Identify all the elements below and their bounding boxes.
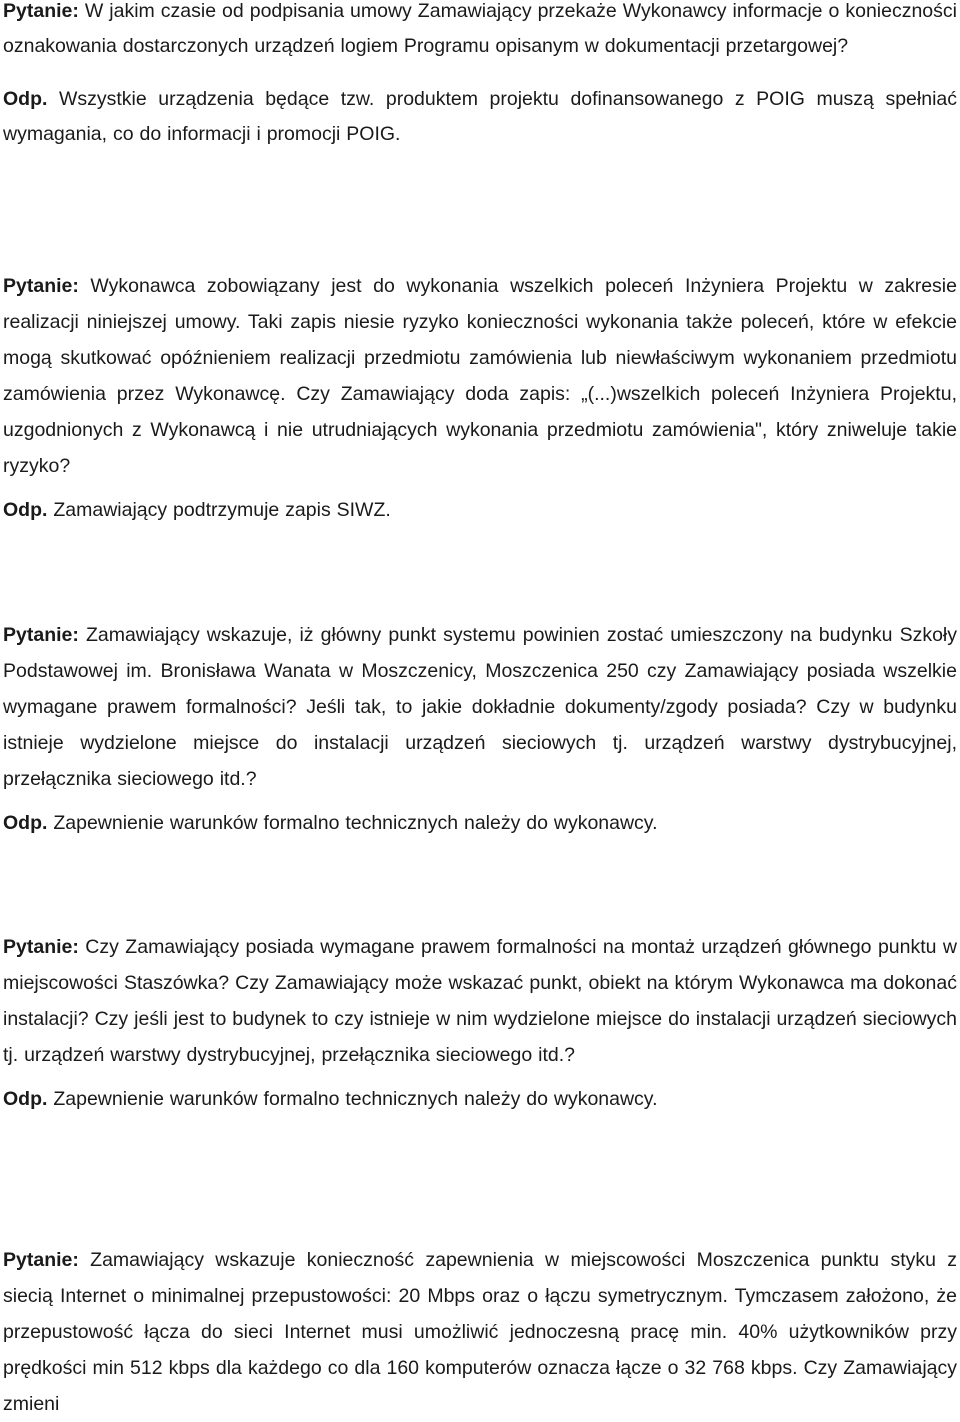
question-text: Zamawiający wskazuje, iż główny punkt systemu powinien zostać umieszczony na budynku Szkoły Podstawowej im. Bronisława Wanata w Moszczenicy, Moszczenica 250 czy Zamawiający posiada wszelkie wymagane prawem formalności? Jeśli tak, to jakie dokładnie dokumenty/zgody posiada? Czy w budynku istnieje wydzielone miejsce do instalacji urządzeń sieciowych tj. urządzeń warstwy dystrybucyjnej, przełącznika sieciowego itd.? <box>3 624 958 790</box>
answer-paragraph <box>3 1081 957 1117</box>
question-paragraph <box>3 1242 957 1422</box>
answer-label: Odp. <box>3 1088 48 1110</box>
answer-text: Zapewnienie warunków formalno technicznych należy do wykonawcy. <box>53 812 658 834</box>
answer-label: Odp. <box>3 812 48 834</box>
question-text: Czy Zamawiający posiada wymagane prawem formalności na montaż urządzeń głównego punktu w miejscowości Staszówka? Czy Zamawiający może wskazać punkt, obiekt na którym Wykonawca ma dokonać instalacji? Czy jeśli jest to budynek to czy istnieje w nim wydzielone miejsce do instalacji urządzeń sieciowych tj. urządzeń warstwy dystrybucyjnej, przełącznika sieciowego itd.? <box>3 936 958 1066</box>
question-label: Pytanie: <box>3 936 79 958</box>
question-paragraph <box>3 268 957 484</box>
answer-paragraph <box>3 805 957 841</box>
answer-label: Odp. <box>3 88 48 110</box>
qa-entry-4 <box>3 929 957 1117</box>
answer-label: Odp. <box>3 499 48 521</box>
answer-text: Wszystkie urządzenia będące tzw. produktem projektu dofinansowanego z POIG muszą spełniać wymagania, co do informacji i promocji POIG. <box>3 88 957 145</box>
question-paragraph <box>3 617 957 797</box>
answer-text: Zamawiający podtrzymuje zapis SIWZ. <box>53 499 391 521</box>
question-label: Pytanie: <box>3 624 79 646</box>
qa-entry-3 <box>3 617 957 841</box>
question-label: Pytanie: <box>3 1249 79 1271</box>
question-text: Wykonawca zobowiązany jest do wykonania wszelkich poleceń Inżyniera Projektu w zakresie realizacji niniejszej umowy. Taki zapis niesie ryzyko konieczności wykonania także poleceń, które w efekcie mogą skutkować opóźnieniem realizacji przedmiotu zamówienia lub niewłaściwym wykonaniem przedmiotu zamówienia przez Wykonawcę. Czy Zamawiający doda zapis: „(...)wszelkich poleceń Inżyniera Projektu, uzgodnionych z Wykonawcą i nie utrudniających wykonania przedmiotu zamówienia", który zniweluje takie ryzyko? <box>3 275 957 477</box>
qa-entry-5 <box>3 1242 957 1422</box>
question-text: W jakim czasie od podpisania umowy Zamawiający przekaże Wykonawcy informacje o konieczności oznakowania dostarczonych urządzeń logiem Programu opisanym w dokumentacji przetargowej? <box>3 0 957 57</box>
answer-text: Zapewnienie warunków formalno technicznych należy do wykonawcy. <box>53 1088 658 1110</box>
question-paragraph <box>3 0 957 64</box>
answer-paragraph <box>3 82 957 152</box>
answer-paragraph <box>3 492 957 528</box>
question-text: Zamawiający wskazuje konieczność zapewnienia w miejscowości Moszczenica punktu styku z siecią Internet o minimalnej przepustowości: 20 Mbps oraz o łączu symetrycznym. Tymczasem założono, że przepustowość łącza do sieci Internet musi umożliwić jednoczesną pracę min. 40% użytkowników przy prędkości min 512 kbps dla każdego co dla 160 komputerów oznacza łącze o 32 768 kbps. Czy Zamawiający zmieni <box>3 1249 958 1415</box>
qa-entry-1 <box>3 0 957 152</box>
question-label: Pytanie: <box>3 0 79 22</box>
question-label: Pytanie: <box>3 275 79 297</box>
qa-entry-2 <box>3 268 957 528</box>
question-paragraph <box>3 929 957 1073</box>
